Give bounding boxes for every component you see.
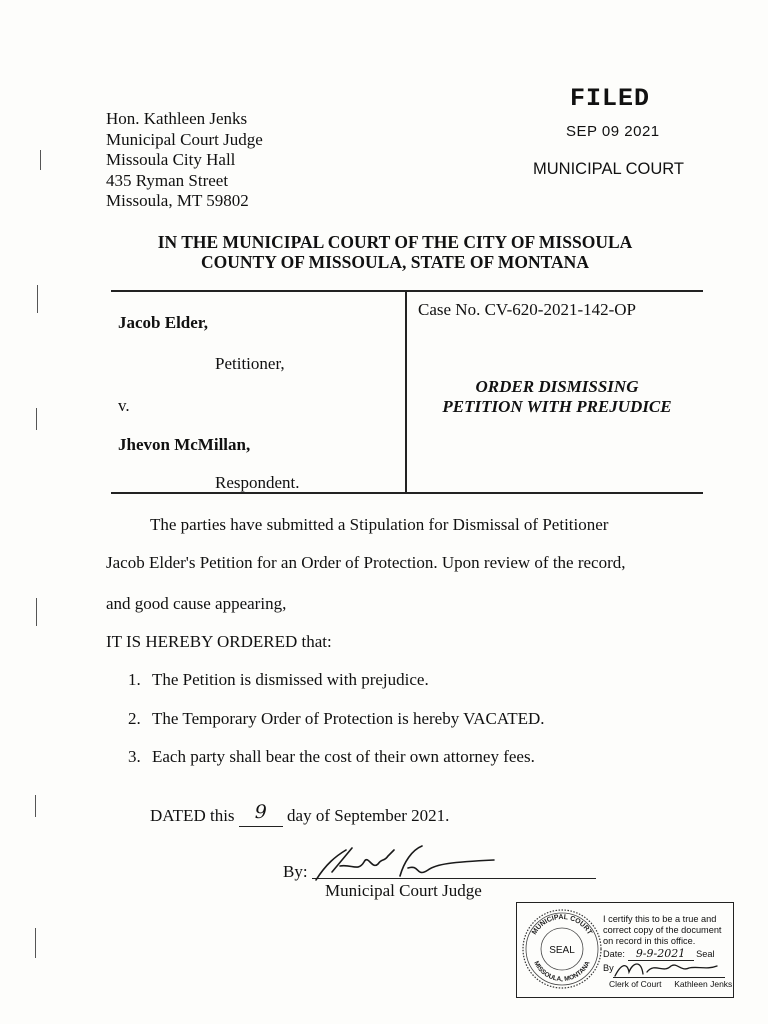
seal-ring-bottom: MISSOULA, MONTANA <box>532 960 592 984</box>
judge-name: Hon. Kathleen Jenks <box>106 109 248 128</box>
order-item-number: 1. <box>128 670 141 689</box>
order-item-text: The Petition is dismissed with prejudice. <box>152 670 429 689</box>
judge-street: 435 Ryman Street <box>106 170 229 190</box>
certification-footer-clerk: Clerk of Court <box>609 979 662 989</box>
body-paragraph-line2: Jacob Elder's Petition for an Order of Protection. Upon review of the record, <box>106 553 626 572</box>
signature-by-label: By: <box>283 862 308 881</box>
filed-stamp-court: MUNICIPAL COURT <box>533 160 684 178</box>
dated-day-blank <box>239 801 283 827</box>
scan-mark <box>40 150 41 170</box>
signature-title: Municipal Court Judge <box>325 881 482 900</box>
scan-mark <box>37 285 38 313</box>
dated-line <box>150 801 450 827</box>
order-title <box>408 377 706 417</box>
dated-suffix: day of September 2021. <box>287 806 450 825</box>
order-item-text: The Temporary Order of Protection is hereby VACATED. <box>152 709 545 728</box>
petitioner-name: Jacob Elder, <box>118 313 209 332</box>
dated-prefix: DATED this <box>150 806 235 825</box>
order-item-text: Each party shall bear the cost of their own attorney fees. <box>152 747 535 766</box>
versus-label: v. <box>118 396 130 415</box>
certification-box <box>516 902 734 998</box>
certification-by-label: By <box>603 963 614 973</box>
respondent-role: Respondent. <box>215 473 300 492</box>
seal-ring-top: MUNICIPAL COURT <box>531 913 593 937</box>
filed-stamp-date: SEP 09 2021 <box>566 123 660 140</box>
judge-title: Municipal Court Judge <box>106 129 263 149</box>
certification-footer <box>609 979 732 991</box>
court-seal <box>520 907 604 991</box>
court-heading <box>100 232 690 272</box>
order-item-3 <box>128 747 535 767</box>
petitioner-role: Petitioner, <box>215 354 285 373</box>
judge-office: Missoula City Hall <box>106 150 236 169</box>
respondent-name: Jhevon McMillan, <box>118 435 251 454</box>
court-heading-line1: IN THE MUNICIPAL COURT OF THE CITY OF MISSOULA <box>157 232 633 252</box>
certification-line1: I certify this to be a true and <box>603 914 717 924</box>
court-heading-line2: COUNTY OF MISSOULA, STATE OF MONTANA <box>201 252 589 272</box>
scan-mark <box>35 795 36 817</box>
certification-line3: on record in this office. <box>603 936 696 946</box>
judge-address-block <box>106 109 263 212</box>
certification-line2: correct copy of the document <box>603 925 722 935</box>
caption-bottom-rule <box>111 492 703 494</box>
dated-day: 9 <box>254 801 267 823</box>
certification-seal-word: Seal <box>696 949 715 959</box>
scan-mark <box>36 598 37 626</box>
body-paragraph-line3: and good cause appearing, <box>106 594 287 613</box>
order-item-number: 2. <box>128 709 141 728</box>
judge-city: Missoula, MT 59802 <box>106 191 249 210</box>
caption-divider <box>405 290 407 494</box>
certification-date-value: 9-9-2021 <box>628 948 694 961</box>
seal-label: SEAL <box>549 945 575 956</box>
scan-mark <box>35 928 36 958</box>
certification-footer-name: Kathleen Jenks <box>674 979 733 989</box>
scan-mark <box>36 408 37 430</box>
ordered-heading: IT IS HEREBY ORDERED that: <box>106 632 332 651</box>
order-item-2 <box>128 709 545 729</box>
order-item-1 <box>128 670 429 690</box>
caption-top-rule <box>111 290 703 292</box>
filed-stamp-title: FILED <box>570 84 651 113</box>
clerk-signature-line <box>613 977 725 978</box>
order-title-line2: PETITION WITH PREJUDICE <box>442 397 672 416</box>
body-paragraph-line1: The parties have submitted a Stipulation for Dismissal of Petitioner <box>150 515 609 534</box>
order-item-number: 3. <box>128 747 141 766</box>
case-number: Case No. CV-620-2021-142-OP <box>418 300 637 319</box>
certification-date-label: Date: <box>603 949 625 959</box>
order-title-line1: ORDER DISMISSING <box>475 377 639 396</box>
